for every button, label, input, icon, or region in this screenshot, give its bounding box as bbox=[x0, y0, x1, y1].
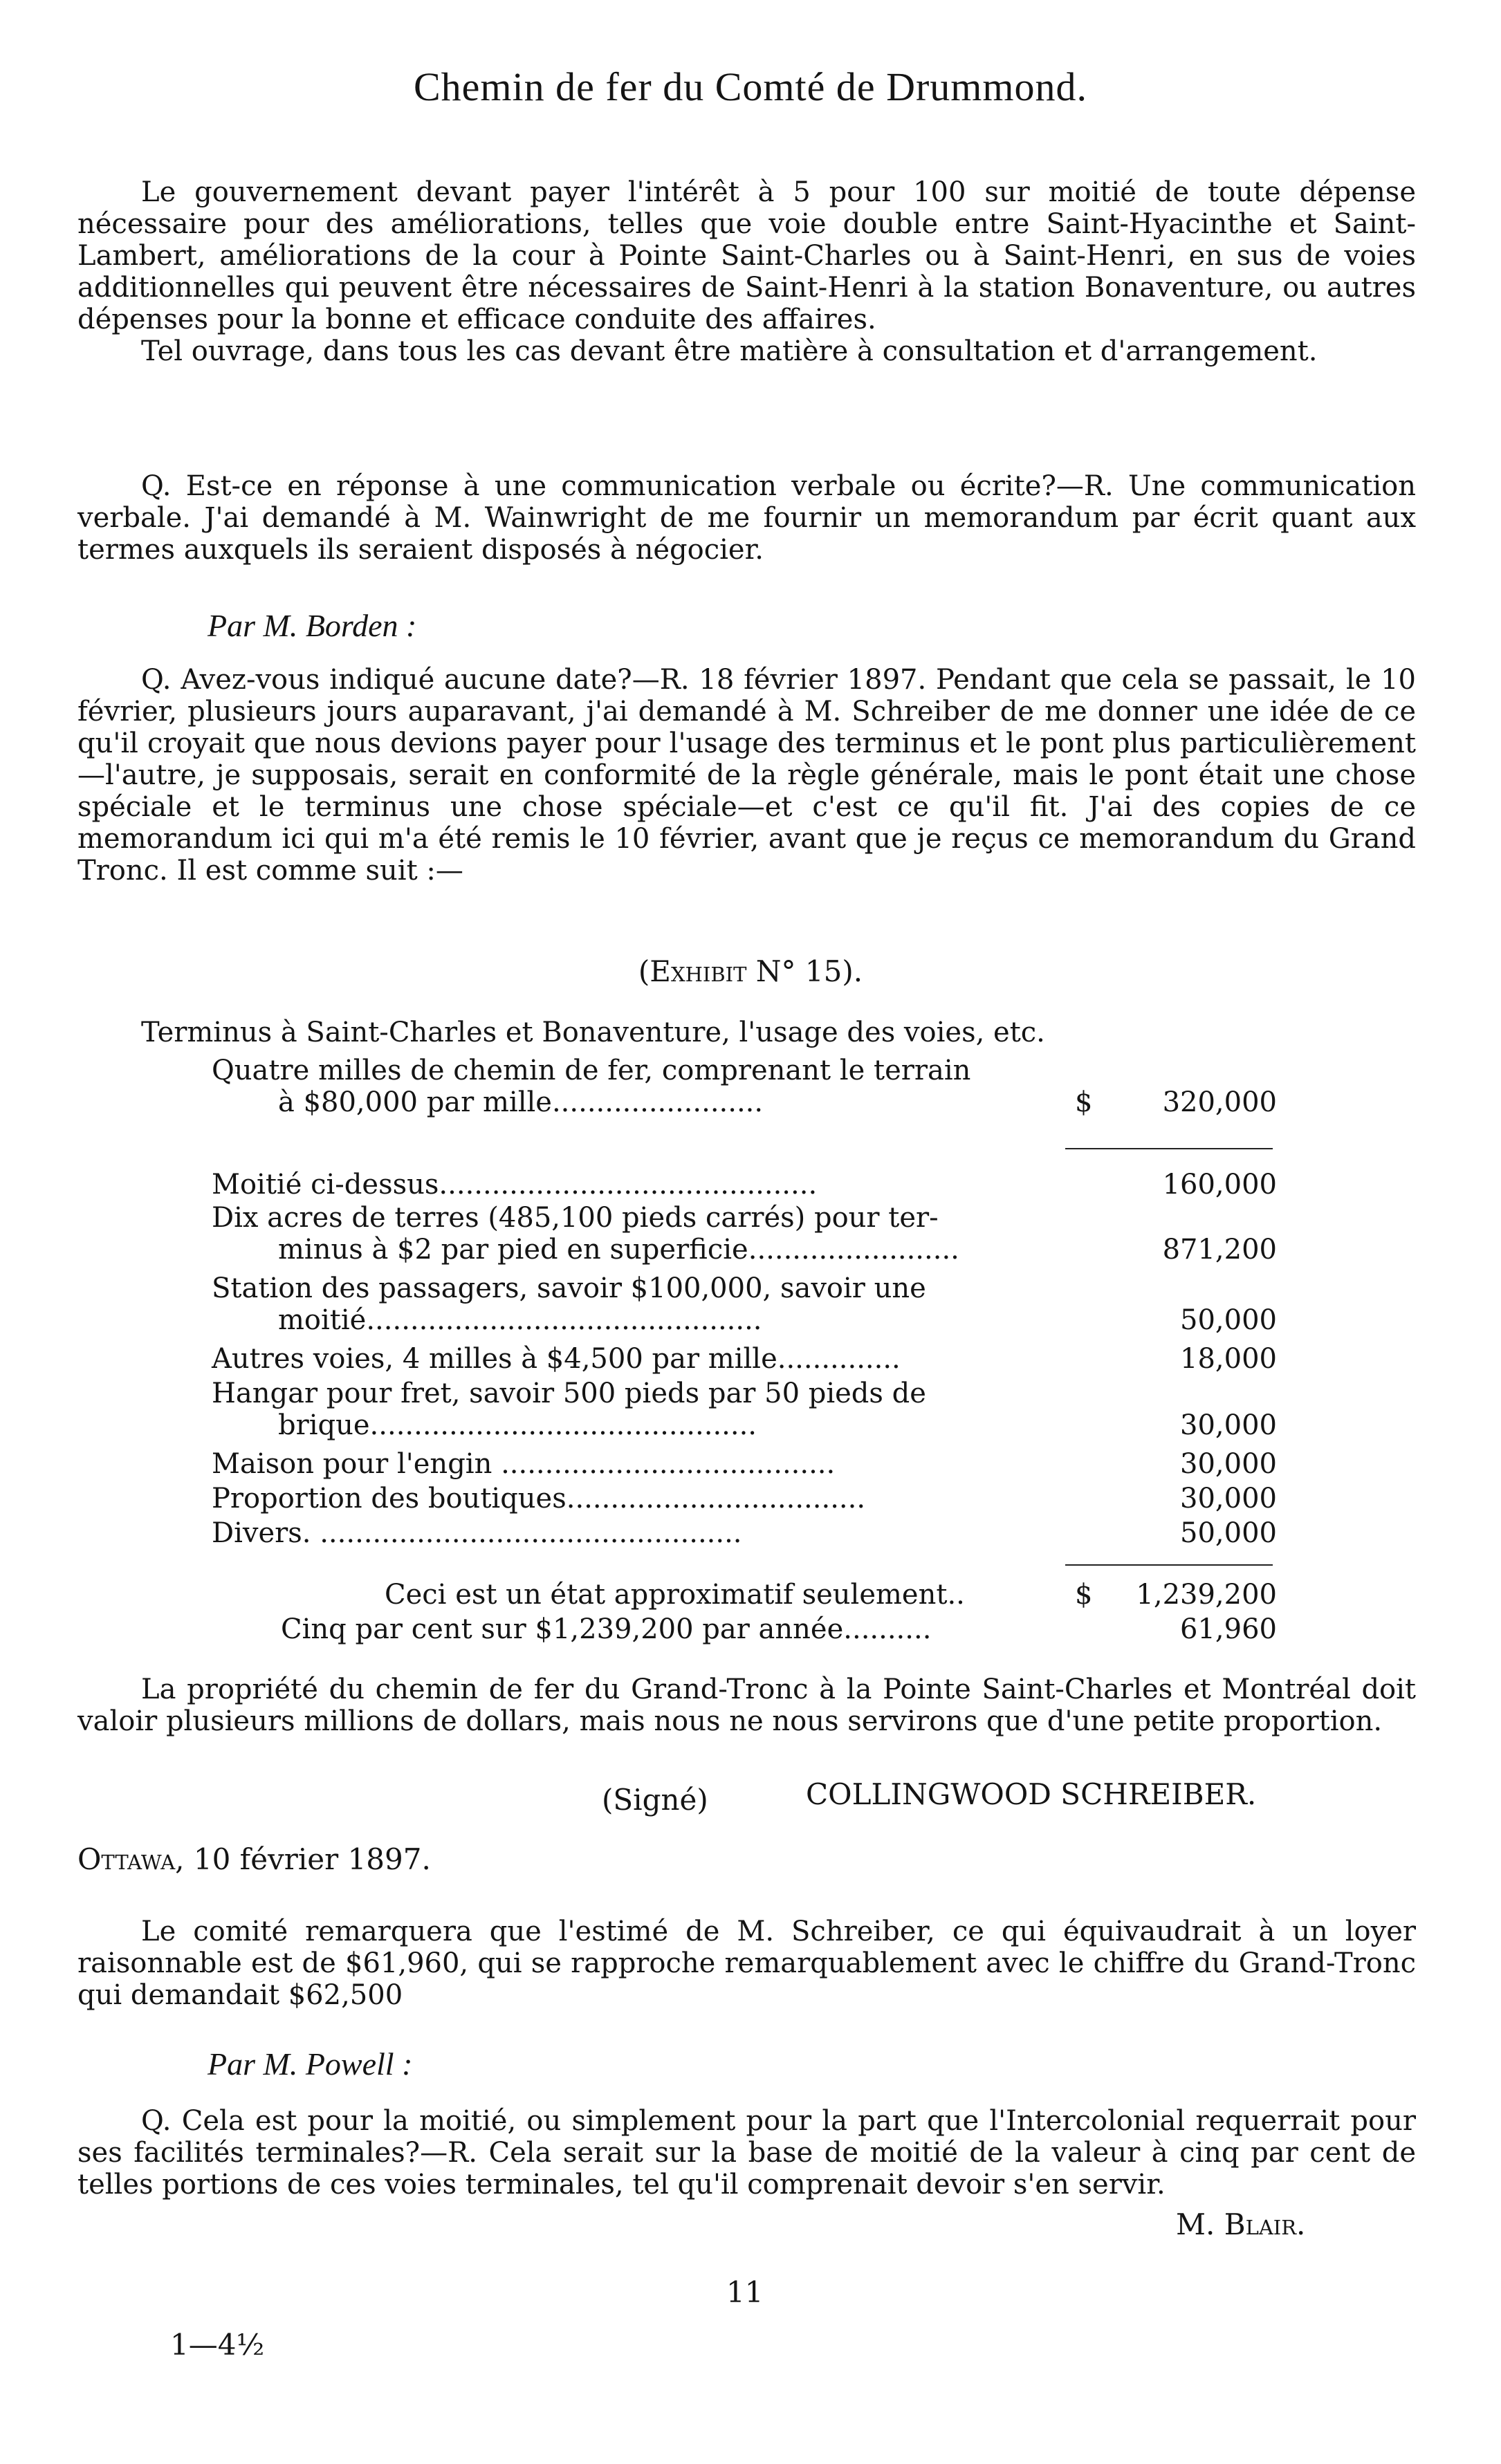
estimate-total-amount: 1,239,200 bbox=[1136, 1579, 1277, 1611]
estimate-row-4-desc-cont: moitié............................................. bbox=[278, 1304, 762, 1336]
estimate-row-1-dollar: $ bbox=[1075, 1086, 1093, 1118]
estimate-total-dollar: $ bbox=[1075, 1579, 1093, 1611]
estimate-total-row bbox=[212, 1579, 1277, 1611]
estimate-interest-row bbox=[212, 1613, 1277, 1645]
paragraph-5 bbox=[77, 1674, 1416, 1737]
place-date-text: 10 février 1897. bbox=[184, 1842, 431, 1876]
estimate-row-4 bbox=[212, 1272, 1277, 1336]
paragraph-7 bbox=[77, 2105, 1416, 2201]
estimate-row-6-desc-cont: brique............................................ bbox=[278, 1409, 757, 1441]
signed-label: (Signé) bbox=[602, 1783, 708, 1817]
estimate-interest-amount: 61,960 bbox=[1180, 1613, 1277, 1645]
speaker-name: M. Blair. bbox=[1176, 2207, 1306, 2241]
estimate-row-2-desc: Moitié ci-dessus........................................... bbox=[212, 1169, 818, 1201]
estimate-row-8 bbox=[212, 1483, 1277, 1514]
estimate-row-3-desc-cont: minus à $2 par pied en superficie........................ bbox=[278, 1234, 959, 1266]
estimate-row-2 bbox=[212, 1169, 1277, 1201]
terminus-heading bbox=[77, 1017, 1416, 1048]
paragraph-1 bbox=[77, 176, 1416, 367]
estimate-row-6-amount: 30,000 bbox=[1180, 1409, 1277, 1441]
paragraph-6 bbox=[77, 1916, 1416, 2011]
estimate-interest-label: Cinq par cent sur $1,239,200 par année.......... bbox=[281, 1613, 932, 1645]
estimate-row-9-desc: Divers. ................................................ bbox=[212, 1517, 742, 1549]
estimate-row-5 bbox=[212, 1343, 1277, 1375]
paragraph-6-text: Le comité remarquera que l'estimé de M. Schreiber, ce qui équivaudrait à un loyer raisonnable est de $61,960, qui se rapproche remarquablement avec le chiffre du Grand-Tronc qui demandait $62,500 bbox=[77, 1916, 1416, 2011]
estimate-row-1-desc: Quatre milles de chemin de fer, comprenant le terrain bbox=[212, 1055, 971, 1086]
paragraph-2-text: Tel ouvrage, dans tous les cas devant être matière à consultation et d'arrangement. bbox=[141, 335, 1318, 367]
page-title: Chemin de fer du Comté de Drummond. bbox=[413, 64, 1088, 109]
estimate-row-8-desc: Proportion des boutiques.................................. bbox=[212, 1483, 866, 1514]
estimate-row-7 bbox=[212, 1448, 1277, 1480]
estimate-row-4-amount: 50,000 bbox=[1180, 1304, 1277, 1336]
estimate-row-1-amount: 320,000 bbox=[1162, 1086, 1277, 1118]
estimate-row-7-desc: Maison pour l'engin ...................................... bbox=[212, 1448, 836, 1480]
paragraph-3-text: Q. Est-ce en réponse à une communication verbale ou écrite?—R. Une communication verbale. J'ai demandé à M. Wainwright de me fournir un memorandum par écrit quant aux termes auxquels ils seraient disposés à négocier. bbox=[77, 470, 1416, 566]
paragraph-5-text: La propriété du chemin de fer du Grand-Tronc à la Pointe Saint-Charles et Montréal doit valoir plusieurs millions de dollars, mais nous ne nous servirons que d'une petite proportion. bbox=[77, 1674, 1416, 1737]
estimate-row-3-amount: 871,200 bbox=[1162, 1234, 1277, 1266]
estimate-row-1 bbox=[212, 1055, 1277, 1118]
signer-name: COLLINGWOOD SCHREIBER. bbox=[806, 1777, 1257, 1811]
estimate-total-label: Ceci est un état approximatif seulement.. bbox=[385, 1579, 965, 1611]
paragraph-3 bbox=[77, 470, 1416, 566]
signature-mark: 1—4½ bbox=[170, 2328, 265, 2362]
estimate-row-5-amount: 18,000 bbox=[1180, 1343, 1277, 1375]
estimate-row-6-desc: Hangar pour fret, savoir 500 pieds par 50 pieds de bbox=[212, 1378, 926, 1409]
terminus-heading-text: Terminus à Saint-Charles et Bonaventure, l'usage des voies, etc. bbox=[141, 1017, 1045, 1048]
estimate-row-2-amount: 160,000 bbox=[1162, 1169, 1277, 1201]
estimate-row-5-desc: Autres voies, 4 milles à $4,500 par mille.............. bbox=[212, 1343, 901, 1375]
estimate-row-9 bbox=[212, 1517, 1277, 1549]
paragraph-4-text: Q. Avez-vous indiqué aucune date?—R. 18 février 1897. Pendant que cela se passait, le 10 février, plusieurs jours auparavant, j'ai demandé à M. Schreiber de me donner une idée de ce qu'il croyait que nous devions payer pour l'usage des terminus et le pont plus particulièrement—l'autre, je supposais, serait en conformité de la règle générale, mais le pont était une chose spéciale et le terminus une chose spéciale—et c'est ce qu'il fit. J'ai des copies de ce memorandum ici qui m'a été remis le 10 février, avant que je reçus ce memorandum du Grand Tronc. Il est comme suit :— bbox=[77, 664, 1416, 887]
estimate-row-3 bbox=[212, 1202, 1277, 1266]
estimate-row-6 bbox=[212, 1378, 1277, 1441]
place-city: Ottawa, bbox=[77, 1842, 185, 1876]
place-date bbox=[77, 1842, 431, 1876]
paragraph-4 bbox=[77, 664, 1416, 887]
page-number: 11 bbox=[726, 2275, 764, 2309]
estimate-row-1-desc-cont: à $80,000 par mille........................ bbox=[278, 1086, 764, 1118]
byline-powell: Par M. Powell : bbox=[208, 2046, 413, 2082]
estimate-row-7-amount: 30,000 bbox=[1180, 1448, 1277, 1480]
paragraph-1-text: Le gouvernement devant payer l'intérêt à 5 pour 100 sur moitié de toute dépense nécessaire pour des améliorations, telles que voie double entre Saint-Hyacinthe et Saint-Lambert, améliorations de la cour à Pointe Saint-Charles ou à Saint-Henri, en sus de voies additionnelles qui peuvent être nécessaires de Saint-Henri à la station Bonaventure, ou autres dépenses pour la bonne et efficace conduite des affaires. bbox=[77, 176, 1416, 335]
total-rule bbox=[1065, 1564, 1273, 1566]
subtotal-rule bbox=[1065, 1148, 1273, 1149]
byline-borden: Par M. Borden : bbox=[208, 608, 417, 643]
exhibit-label: (Exhibit N° 15). bbox=[638, 954, 863, 988]
estimate-row-4-desc: Station des passagers, savoir $100,000, savoir une bbox=[212, 1272, 926, 1304]
estimate-row-9-amount: 50,000 bbox=[1180, 1517, 1277, 1549]
paragraph-7-text: Q. Cela est pour la moitié, ou simplement pour la part que l'Intercolonial requerrait pour ses facilités terminales?—R. Cela serait sur la base de moitié de la valeur à cinq par cent de telles portions de ces voies terminales, tel qu'il comprenait devoir s'en servir. bbox=[77, 2105, 1416, 2201]
estimate-row-3-desc: Dix acres de terres (485,100 pieds carrés) pour ter- bbox=[212, 1202, 939, 1234]
estimate-row-8-amount: 30,000 bbox=[1180, 1483, 1277, 1514]
